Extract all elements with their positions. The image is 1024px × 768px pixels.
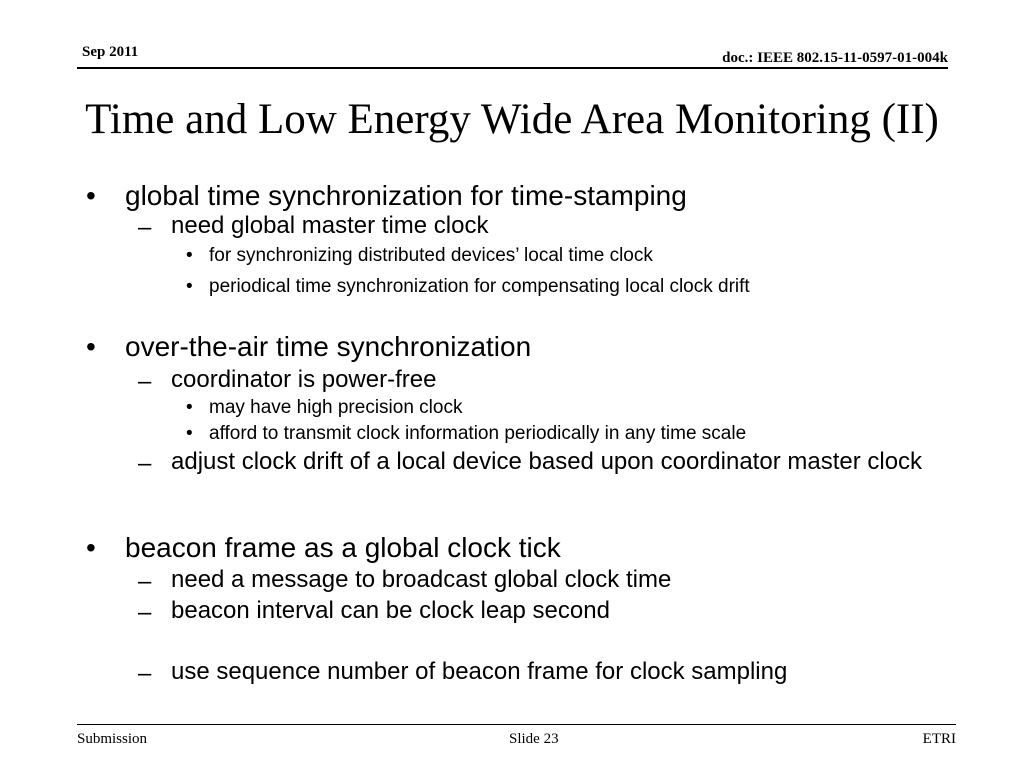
bullet-text: global time synchronization for time-stamping [125, 180, 687, 211]
subbullet-text: need a message to broadcast global clock time [171, 566, 672, 593]
header-date: Sep 2011 [82, 44, 139, 60]
dash-mark: – [138, 368, 152, 395]
subsubbullet-text: afford to transmit clock information periodically in any time scale [209, 423, 747, 444]
subsubbullet-text: periodical time synchronization for compensating local clock drift [209, 276, 750, 297]
subbullet-text: beacon interval can be clock leap second [171, 597, 610, 624]
slide-title: Time and Low Energy Wide Area Monitoring (II) [85, 96, 939, 143]
bullet-text: beacon frame as a global clock tick [125, 532, 561, 563]
bullet-mark: • [86, 532, 96, 563]
bullet-mark: • [186, 276, 193, 297]
bullet-text: over-the-air time synchronization [125, 331, 532, 362]
footer-submission: Submission [77, 731, 148, 747]
subbullet-text: need global master time clock [171, 212, 489, 239]
subsubbullet-text: may have high precision clock [209, 397, 463, 418]
footer-organization: ETRI [922, 731, 956, 747]
footer-slide-number: Slide 23 [509, 731, 559, 747]
bullet-mark: • [86, 331, 96, 362]
dash-mark: – [138, 450, 152, 477]
subbullet-text: adjust clock drift of a local device based upon coordinator master clock [171, 448, 923, 475]
subsubbullet-text: for synchronizing distributed devices’ local time clock [209, 245, 653, 266]
footer-divider [77, 724, 956, 725]
dash-mark: – [138, 214, 152, 241]
bullet-mark: • [86, 180, 96, 211]
subbullet-text: coordinator is power-free [171, 366, 437, 393]
bullet-mark: • [186, 245, 193, 266]
header-doc-id: doc.: IEEE 802.15-11-0597-01-004k [722, 50, 948, 66]
bullet-mark: • [186, 397, 193, 418]
header-divider [77, 67, 948, 69]
bullet-mark: • [186, 423, 193, 444]
dash-mark: – [138, 660, 152, 687]
subbullet-text: use sequence number of beacon frame for clock sampling [171, 658, 788, 685]
dash-mark: – [138, 568, 152, 595]
dash-mark: – [138, 599, 152, 626]
